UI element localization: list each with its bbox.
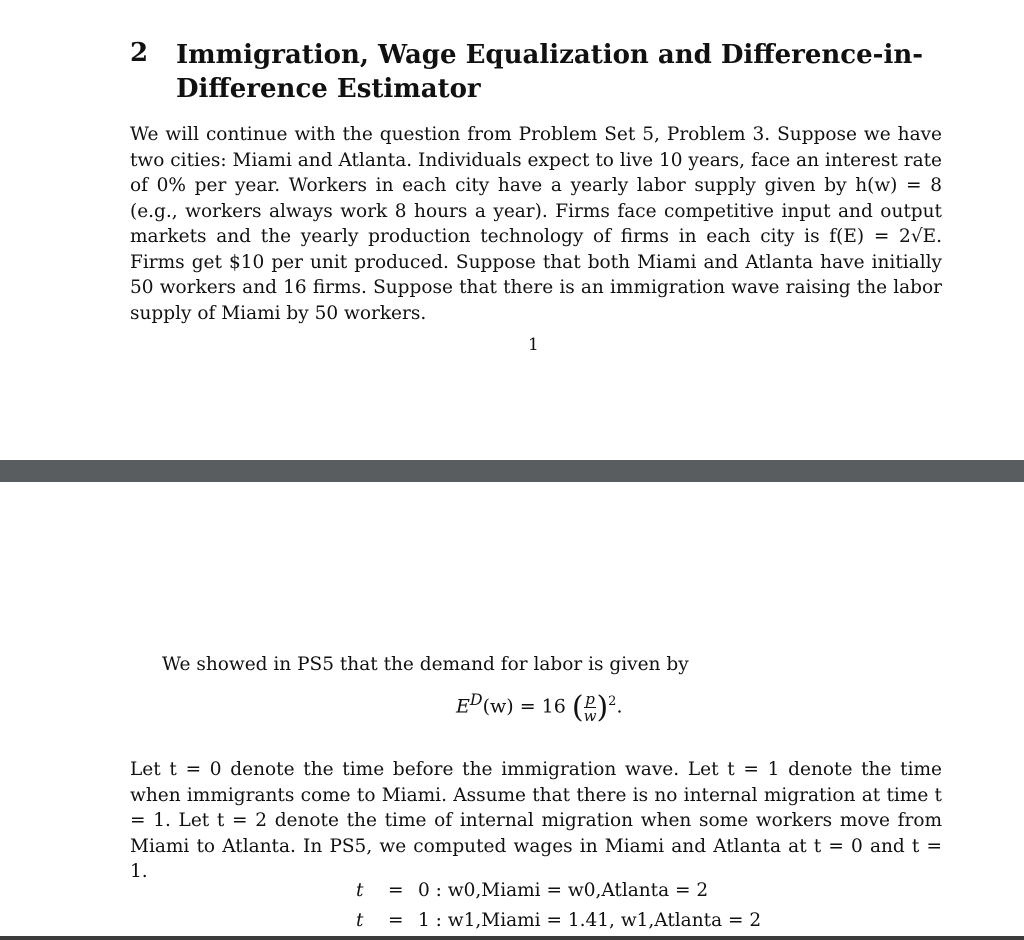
section-title: Immigration, Wage Equalization and Difference-in-Difference Estimator [176, 40, 924, 104]
wage-equation-t1 [0, 910, 1024, 936]
eq-t1-lhs: t [356, 910, 364, 931]
demand-intro-text: We showed in PS5 that the demand for labor is given by [162, 654, 689, 675]
eq-denominator: w [583, 707, 597, 725]
eq-t1-rhs: 1 : w1,Miami = 1.41, w1,Atlanta = 2 [418, 910, 762, 931]
eq-t0-rhs: 0 : w0,Miami = w0,Atlanta = 2 [418, 880, 709, 901]
intro-paragraph: We will continue with the question from Problem Set 5, Problem 3. Suppose we have two cities: Miami and Atlanta. Individuals expect to live 10 years, face an interest rate of 0% per year. Workers in each city have a yearly labor supply given by h(w) = 8 (e.g., workers always work 8 hours a year). Firms face competitive input and output markets and the yearly production technology of firms in each city is f(E) = 2√E. Firms get $10 per unit produced. Suppose that both Miami and Atlanta have initially 50 workers and 16 firms. Suppose that there is an immigration wave raising the labor supply of Miami by 50 workers. [130, 124, 942, 324]
time-definition-paragraph: Let t = 0 denote the time before the immigration wave. Let t = 1 denote the time when immigrants come to Miami. Assume that there is no internal migration at time t = 1. Let t = 2 denote the time of internal migration when some workers move from Miami to Atlanta. In PS5, we computed wages in Miami and Atlanta at t = 0 and t = 1. [130, 759, 942, 882]
eq-fraction [584, 691, 597, 724]
page-number: 1 [528, 335, 539, 355]
eq-t0-lhs: t [356, 880, 364, 901]
labor-demand-equation: $E^D(w) = 16$ ( $\frac{p}{w}$ )$^2$. [456, 690, 623, 725]
page-separator [0, 460, 1024, 482]
eq-end: . [616, 695, 623, 718]
eq-t1-sign: = [388, 910, 404, 931]
wage-equation-t0 [0, 880, 1024, 906]
eq-lhs: E [456, 695, 470, 718]
eq-exponent: 2 [608, 694, 617, 710]
eq-numerator: p [585, 690, 595, 708]
viewer-bottom-edge [0, 936, 1024, 940]
eq-t0-sign: = [388, 880, 404, 901]
eq-lhs-sup: D [469, 690, 483, 710]
eq-arg: (w) = 16 [482, 695, 566, 718]
section-number: 2 [130, 38, 149, 68]
